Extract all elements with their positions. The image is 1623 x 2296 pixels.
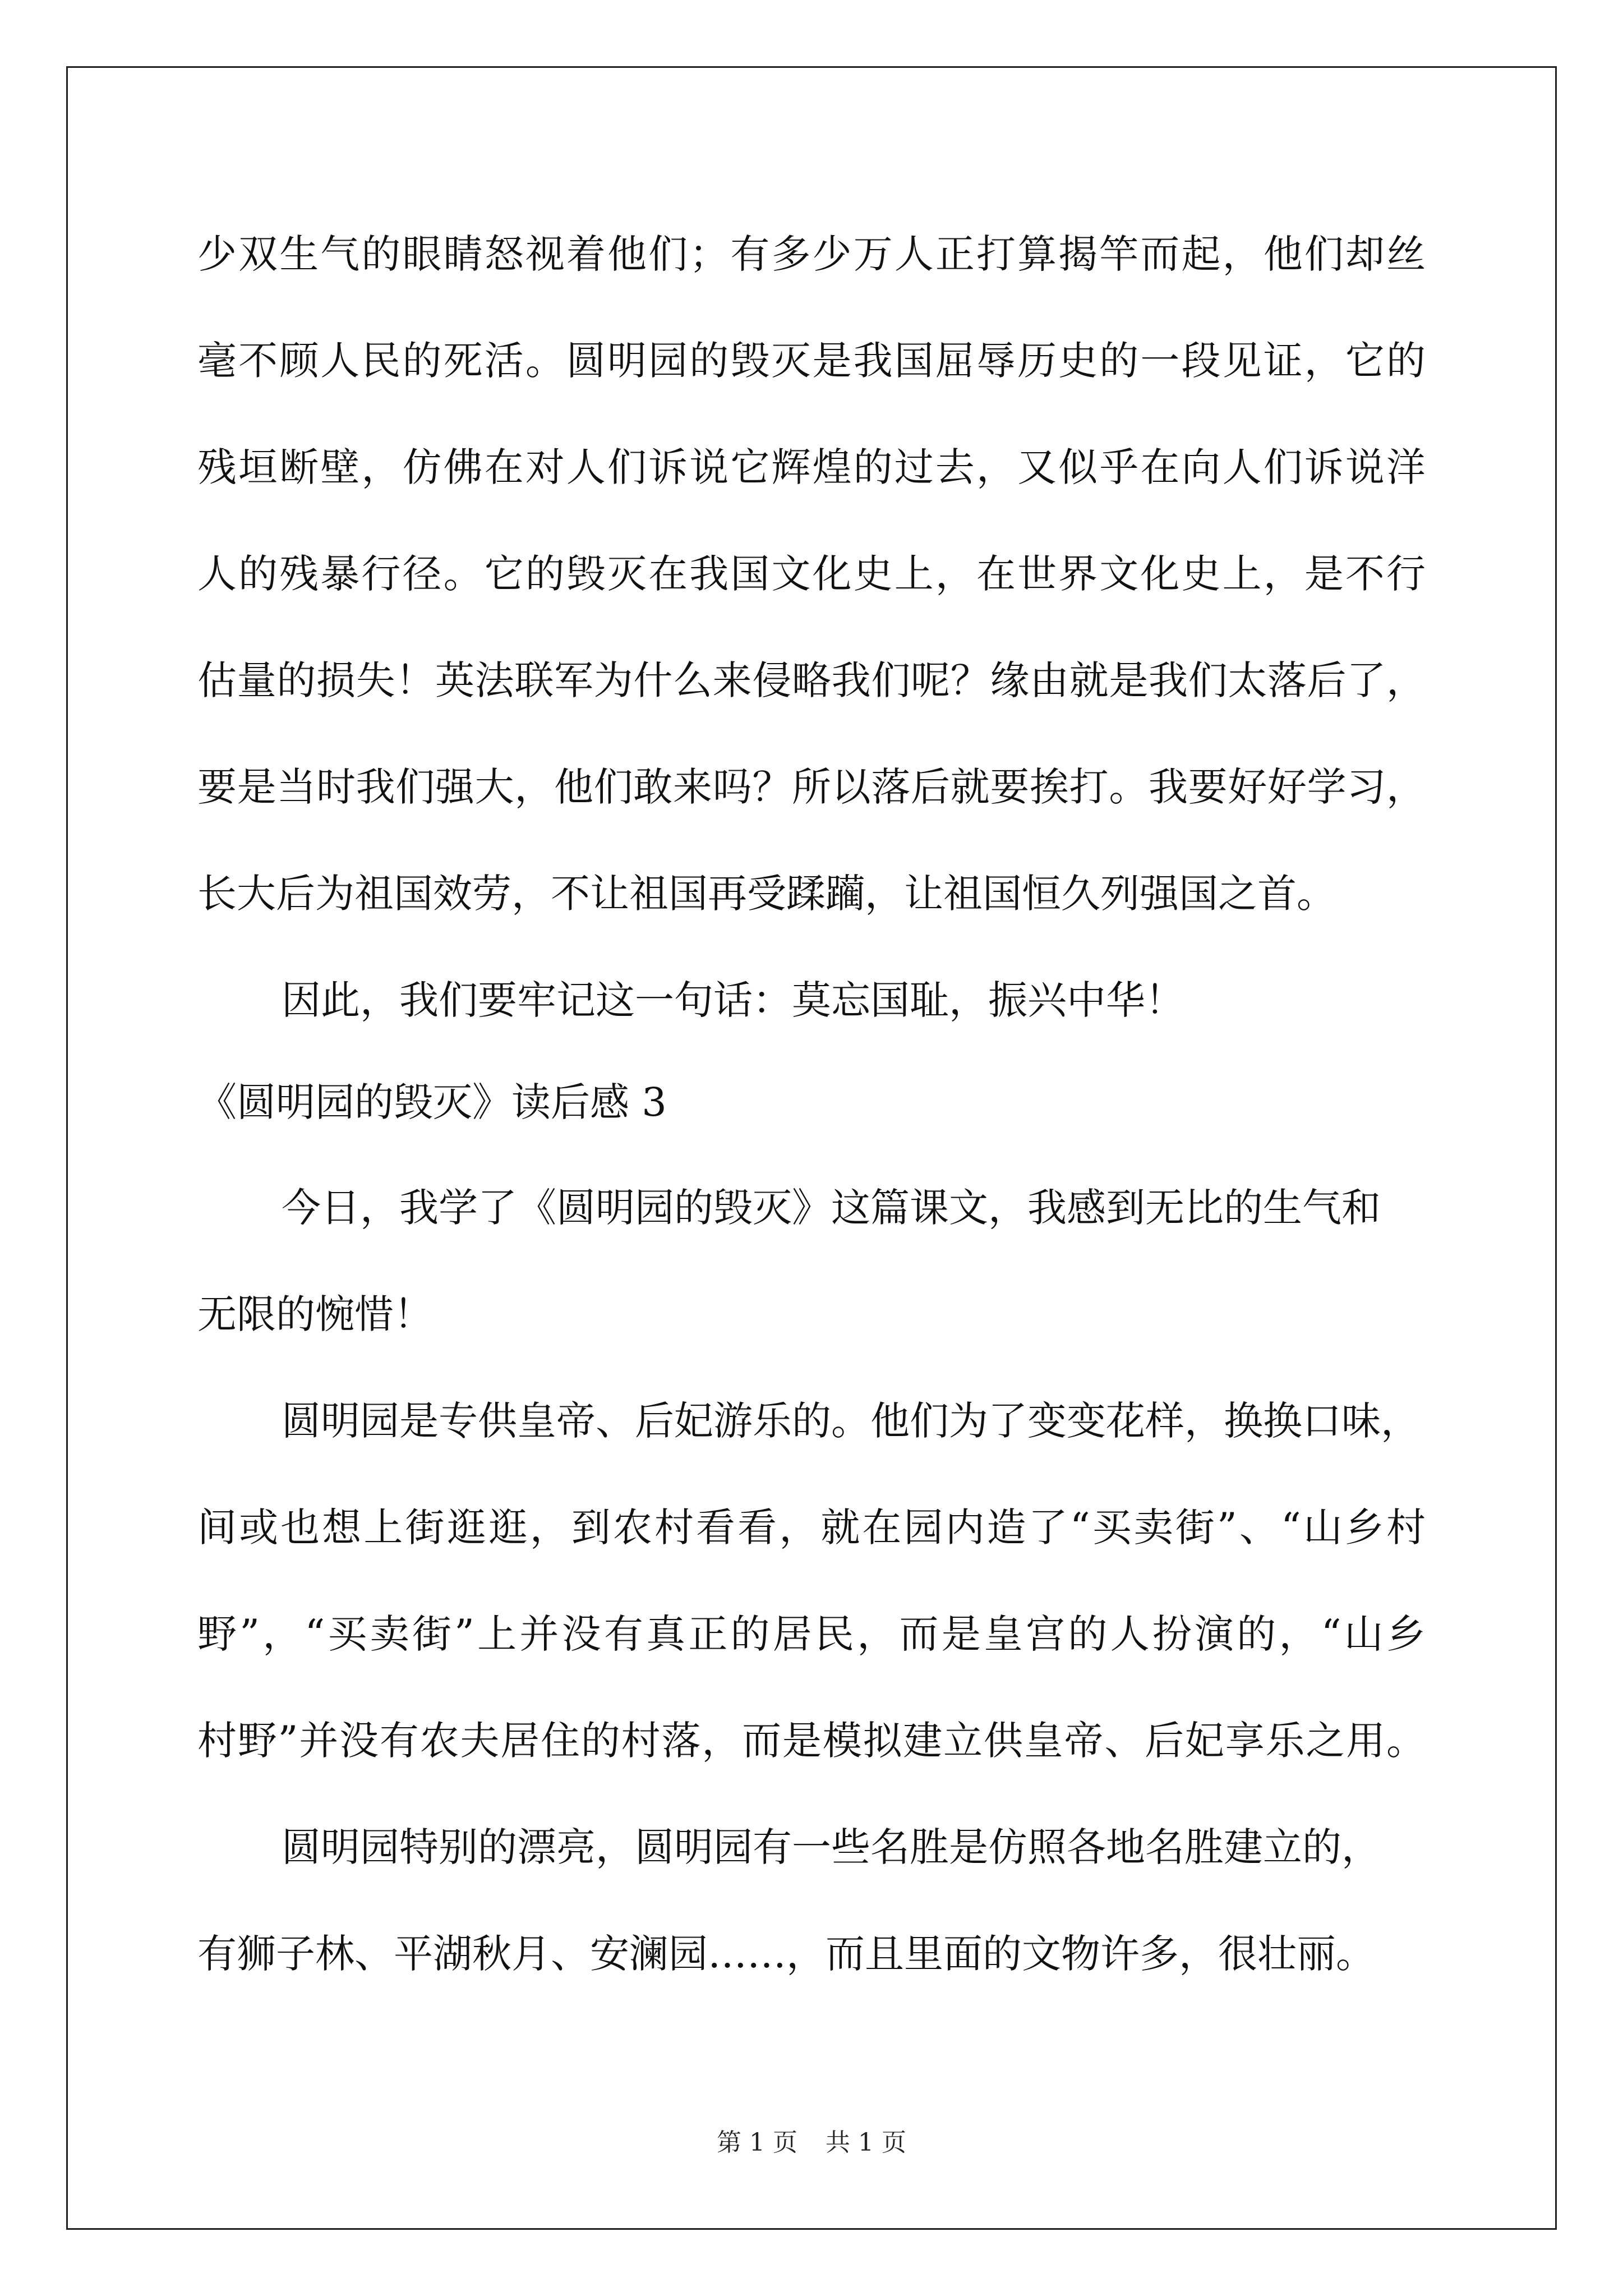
text-line: 有狮子林、平湖秋月、安澜园……，而且里面的文物许多，很壮丽。 <box>197 1931 1375 1977</box>
text-line: 村野”并没有农夫居住的村落，而是模拟建立供皇帝、后妃享乐之用。 <box>197 1718 1426 1764</box>
page-border <box>66 66 1557 2230</box>
text-line: 圆明园特别的漂亮，圆明园有一些名胜是仿照各地名胜建立的， <box>282 1824 1381 1870</box>
text-line: 野”，“买卖街”上并没有真正的居民，而是皇宫的人扮演的，“山乡 <box>197 1611 1426 1657</box>
section-heading: 《圆明园的毁灭》读后感 3 <box>197 1079 667 1125</box>
text-line: 长大后为祖国效劳，不让祖国再受蹂躏，让祖国恒久列强国之首。 <box>197 871 1336 917</box>
text-line: 无限的惋惜！ <box>197 1291 433 1337</box>
text-line: 因此，我们要牢记这一句话：莫忘国耻，振兴中华！ <box>282 977 1184 1023</box>
text-line: 少双生气的眼睛怒视着他们；有多少万人正打算揭竿而起，他们却丝 <box>197 231 1426 277</box>
text-line: 估量的损失！英法联军为什么来侵略我们呢？缘由就是我们太落后了， <box>197 657 1426 703</box>
text-line: 间或也想上街逛逛，到农村看看，就在园内造了“买卖街”、“山乡村 <box>197 1504 1426 1550</box>
page-footer <box>0 2126 1623 2160</box>
page-total: 共 1 页 <box>826 2128 906 2157</box>
text-line: 要是当时我们强大，他们敢来吗？所以落后就要挨打。我要好好学习， <box>197 764 1426 810</box>
text-line: 残垣断壁，仿佛在对人们诉说它辉煌的过去，又似乎在向人们诉说洋 <box>197 444 1426 490</box>
page-number: 第 1 页 <box>717 2128 797 2157</box>
text-line: 毫不顾人民的死活。圆明园的毁灭是我国屈辱历史的一段见证，它的 <box>197 338 1426 384</box>
text-line: 人的残暴行径。它的毁灭在我国文化史上，在世界文化史上，是不行 <box>197 551 1426 597</box>
text-line: 今日，我学了《圆明园的毁灭》这篇课文，我感到无比的生气和 <box>282 1185 1381 1231</box>
text-line: 圆明园是专供皇帝、后妃游乐的。他们为了变变花样，换换口味， <box>282 1398 1420 1444</box>
